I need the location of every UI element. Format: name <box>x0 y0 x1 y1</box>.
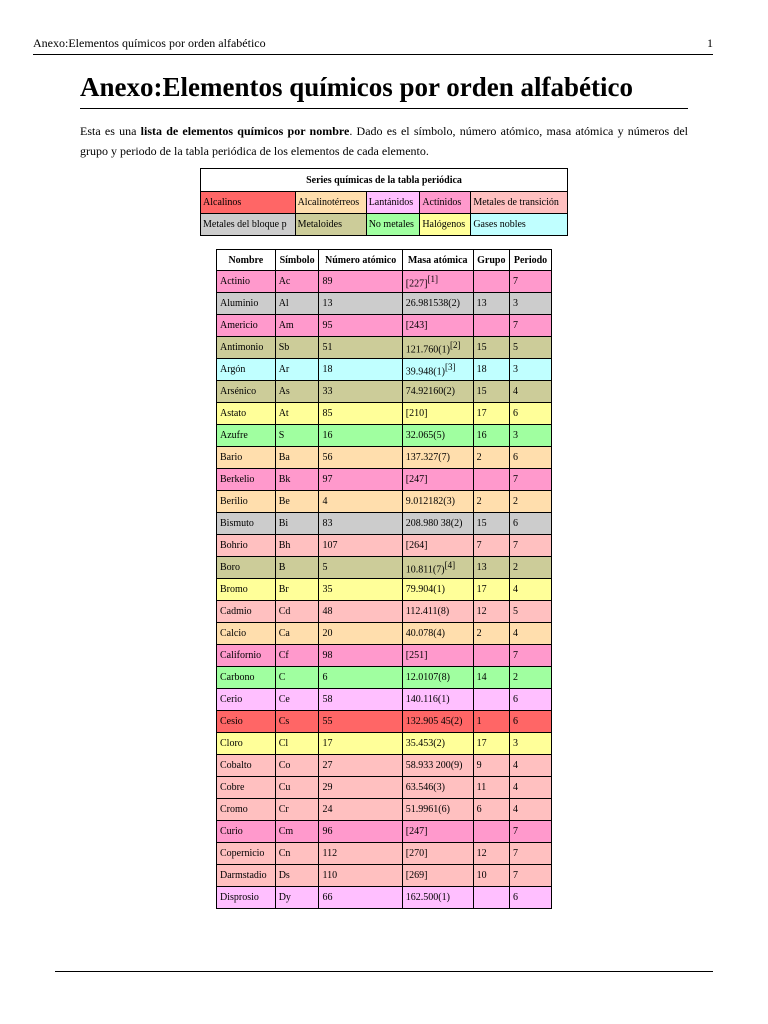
group-number: 2 <box>473 447 509 469</box>
legend-swatch: Metales de transición <box>471 192 568 214</box>
element-name: Cadmio <box>217 601 276 623</box>
atomic-mass <box>402 425 473 447</box>
element-name: Cesio <box>217 711 276 733</box>
atomic-number: 6 <box>319 667 402 689</box>
element-symbol: Be <box>275 491 319 513</box>
atomic-mass-value: 40.078(4) <box>405 628 445 639</box>
group-number <box>473 469 509 491</box>
group-number: 2 <box>473 623 509 645</box>
atomic-mass <box>402 337 473 359</box>
atomic-number: 98 <box>319 645 402 667</box>
element-symbol: At <box>275 403 319 425</box>
atomic-mass-value: [247] <box>405 826 428 837</box>
element-name: Disprosio <box>217 887 276 909</box>
element-name: Actinio <box>217 271 276 293</box>
element-name: Bromo <box>217 579 276 601</box>
atomic-mass <box>402 271 473 293</box>
element-name: Copernicio <box>217 843 276 865</box>
atomic-mass <box>402 447 473 469</box>
atomic-number: 66 <box>319 887 402 909</box>
element-symbol: Bk <box>275 469 319 491</box>
page-number: 1 <box>707 36 713 50</box>
column-header: Masa atómica <box>402 250 473 271</box>
group-number: 17 <box>473 733 509 755</box>
table-row <box>217 293 552 315</box>
period-number: 3 <box>510 733 552 755</box>
atomic-number: 58 <box>319 689 402 711</box>
element-name: Bohrio <box>217 535 276 557</box>
group-number: 9 <box>473 755 509 777</box>
element-symbol: Cf <box>275 645 319 667</box>
group-number <box>473 887 509 909</box>
period-number: 4 <box>510 777 552 799</box>
period-number: 4 <box>510 755 552 777</box>
atomic-number: 112 <box>319 843 402 865</box>
atomic-number: 85 <box>319 403 402 425</box>
element-name: Berkelio <box>217 469 276 491</box>
table-row <box>217 337 552 359</box>
element-name: Boro <box>217 557 276 579</box>
element-name: Argón <box>217 359 276 381</box>
element-name: Cerio <box>217 689 276 711</box>
atomic-number: 16 <box>319 425 402 447</box>
atomic-mass-value: 58.933 200(9) <box>405 760 463 771</box>
table-header-row <box>217 250 552 271</box>
atomic-mass-value: [247] <box>405 474 428 485</box>
legend-swatch: Halógenos <box>420 214 471 236</box>
group-number: 15 <box>473 513 509 535</box>
atomic-mass <box>402 579 473 601</box>
element-symbol: Cn <box>275 843 319 865</box>
atomic-mass <box>402 601 473 623</box>
period-number: 2 <box>510 491 552 513</box>
group-number: 11 <box>473 777 509 799</box>
column-header: Número atómico <box>319 250 402 271</box>
atomic-mass-value: 63.546(3) <box>405 782 445 793</box>
column-header: Nombre <box>217 250 276 271</box>
group-number: 17 <box>473 403 509 425</box>
footer-divider <box>55 971 713 972</box>
legend-row <box>201 192 568 214</box>
group-number: 7 <box>473 535 509 557</box>
atomic-mass-value: 132.905 45(2) <box>405 716 463 727</box>
group-number <box>473 689 509 711</box>
intro-text-1: Esta es una <box>80 124 141 138</box>
group-number <box>473 645 509 667</box>
atomic-mass <box>402 359 473 381</box>
period-number: 7 <box>510 865 552 887</box>
element-symbol: Ce <box>275 689 319 711</box>
legend-swatch: Gases nobles <box>471 214 568 236</box>
atomic-mass-value: [243] <box>405 320 428 331</box>
legend-swatch: Metaloides <box>295 214 366 236</box>
period-number: 4 <box>510 623 552 645</box>
period-number: 6 <box>510 887 552 909</box>
group-number: 13 <box>473 557 509 579</box>
table-row <box>217 755 552 777</box>
atomic-mass <box>402 403 473 425</box>
table-row <box>217 447 552 469</box>
element-name: Azufre <box>217 425 276 447</box>
atomic-mass <box>402 293 473 315</box>
atomic-mass-value: 9.012182(3) <box>405 496 455 507</box>
table-row <box>217 535 552 557</box>
group-number: 13 <box>473 293 509 315</box>
element-symbol: Cs <box>275 711 319 733</box>
period-number: 3 <box>510 359 552 381</box>
legend-swatch: No metales <box>366 214 420 236</box>
table-row <box>217 887 552 909</box>
element-name: Calcio <box>217 623 276 645</box>
period-number: 7 <box>510 271 552 293</box>
element-symbol: Al <box>275 293 319 315</box>
period-number: 2 <box>510 667 552 689</box>
atomic-mass-value: 112.411(8) <box>405 606 450 617</box>
atomic-mass-value: 39.948(1) <box>405 366 445 378</box>
legend-swatch: Alcalinotérreos <box>295 192 366 214</box>
table-row <box>217 315 552 337</box>
element-name: Americio <box>217 315 276 337</box>
element-name: Astato <box>217 403 276 425</box>
element-symbol: Bi <box>275 513 319 535</box>
atomic-mass <box>402 711 473 733</box>
group-number: 12 <box>473 843 509 865</box>
atomic-number: 56 <box>319 447 402 469</box>
atomic-number: 95 <box>319 315 402 337</box>
atomic-mass-value: 51.9961(6) <box>405 804 450 815</box>
period-number: 7 <box>510 645 552 667</box>
period-number: 2 <box>510 557 552 579</box>
element-name: Carbono <box>217 667 276 689</box>
atomic-number: 51 <box>319 337 402 359</box>
atomic-mass <box>402 799 473 821</box>
atomic-mass <box>402 491 473 513</box>
table-row <box>217 579 552 601</box>
table-row <box>217 513 552 535</box>
atomic-number: 13 <box>319 293 402 315</box>
reference-link[interactable]: [3] <box>444 361 456 372</box>
element-name: Curio <box>217 821 276 843</box>
element-name: Antimonio <box>217 337 276 359</box>
page-title: Anexo:Elementos químicos por orden alfabético <box>80 70 688 109</box>
atomic-mass <box>402 843 473 865</box>
element-name: Berilio <box>217 491 276 513</box>
atomic-number: 35 <box>319 579 402 601</box>
period-number: 7 <box>510 315 552 337</box>
atomic-mass <box>402 821 473 843</box>
atomic-mass-value: 12.0107(8) <box>405 672 450 683</box>
reference-link[interactable]: [4] <box>444 559 456 570</box>
atomic-number: 97 <box>319 469 402 491</box>
group-number: 2 <box>473 491 509 513</box>
atomic-mass-value: 162.500(1) <box>405 892 450 903</box>
atomic-mass-value: [251] <box>405 650 428 661</box>
period-number: 7 <box>510 843 552 865</box>
element-symbol: Ar <box>275 359 319 381</box>
atomic-number: 5 <box>319 557 402 579</box>
atomic-mass <box>402 667 473 689</box>
element-name: Cobre <box>217 777 276 799</box>
atomic-mass <box>402 887 473 909</box>
atomic-number: 48 <box>319 601 402 623</box>
table-row <box>217 491 552 513</box>
element-name: Bismuto <box>217 513 276 535</box>
atomic-mass <box>402 513 473 535</box>
reference-link[interactable]: [1] <box>427 273 438 284</box>
atomic-mass-value: 79.904(1) <box>405 584 445 595</box>
element-name: Californio <box>217 645 276 667</box>
group-number <box>473 271 509 293</box>
legend-swatch: Metales del bloque p <box>201 214 296 236</box>
intro-text-2: . Dado es el símbolo, número atómico, masa atómica y números del grupo y periodo de la tabla periódica de los elementos de cada elemento. <box>80 124 688 158</box>
table-row <box>217 733 552 755</box>
atomic-mass-value: 140.116(1) <box>405 694 450 705</box>
table-row <box>217 645 552 667</box>
element-symbol: S <box>275 425 319 447</box>
element-symbol: Br <box>275 579 319 601</box>
period-number: 4 <box>510 799 552 821</box>
atomic-mass-value: 208.980 38(2) <box>405 518 463 529</box>
group-number: 18 <box>473 359 509 381</box>
period-number: 7 <box>510 821 552 843</box>
legend-swatch: Lantánidos <box>366 192 420 214</box>
atomic-number: 83 <box>319 513 402 535</box>
intro-bold-text: lista de elementos químicos por nombre <box>140 124 350 138</box>
running-header <box>33 36 713 55</box>
elements-table <box>216 249 552 909</box>
table-row <box>217 381 552 403</box>
element-symbol: C <box>275 667 319 689</box>
atomic-mass-value: [269] <box>405 870 428 881</box>
atomic-mass <box>402 469 473 491</box>
element-symbol: Ac <box>275 271 319 293</box>
table-row <box>217 667 552 689</box>
element-name: Cloro <box>217 733 276 755</box>
table-row <box>217 403 552 425</box>
element-symbol: Sb <box>275 337 319 359</box>
atomic-number: 4 <box>319 491 402 513</box>
element-name: Bario <box>217 447 276 469</box>
atomic-number: 24 <box>319 799 402 821</box>
element-symbol: Am <box>275 315 319 337</box>
legend-swatch: Actínidos <box>420 192 471 214</box>
table-row <box>217 359 552 381</box>
table-row <box>217 469 552 491</box>
atomic-number: 89 <box>319 271 402 293</box>
group-number: 17 <box>473 579 509 601</box>
atomic-mass-value: [264] <box>405 540 428 551</box>
series-legend-table <box>200 168 568 236</box>
period-number: 5 <box>510 601 552 623</box>
element-symbol: Cr <box>275 799 319 821</box>
group-number: 1 <box>473 711 509 733</box>
atomic-mass-value: 121.760(1) <box>405 344 450 356</box>
element-symbol: Ds <box>275 865 319 887</box>
elements-table-body <box>217 271 552 909</box>
period-number: 4 <box>510 579 552 601</box>
element-symbol: Ca <box>275 623 319 645</box>
period-number: 7 <box>510 469 552 491</box>
atomic-number: 20 <box>319 623 402 645</box>
element-symbol: Bh <box>275 535 319 557</box>
group-number <box>473 821 509 843</box>
group-number: 15 <box>473 337 509 359</box>
period-number: 7 <box>510 535 552 557</box>
table-row <box>217 777 552 799</box>
running-title: Anexo:Elementos químicos por orden alfabético <box>33 36 266 50</box>
period-number: 6 <box>510 711 552 733</box>
table-row <box>217 601 552 623</box>
atomic-number: 107 <box>319 535 402 557</box>
atomic-number: 33 <box>319 381 402 403</box>
element-symbol: Cd <box>275 601 319 623</box>
table-row <box>217 557 552 579</box>
atomic-mass-value: [210] <box>405 408 428 419</box>
table-row <box>217 843 552 865</box>
period-number: 3 <box>510 425 552 447</box>
group-number: 15 <box>473 381 509 403</box>
group-number: 12 <box>473 601 509 623</box>
atomic-mass <box>402 535 473 557</box>
group-number: 14 <box>473 667 509 689</box>
group-number <box>473 315 509 337</box>
element-name: Aluminio <box>217 293 276 315</box>
element-symbol: As <box>275 381 319 403</box>
table-row <box>217 865 552 887</box>
element-symbol: Dy <box>275 887 319 909</box>
group-number: 6 <box>473 799 509 821</box>
atomic-number: 110 <box>319 865 402 887</box>
atomic-mass <box>402 623 473 645</box>
element-symbol: Cm <box>275 821 319 843</box>
period-number: 3 <box>510 293 552 315</box>
atomic-mass-value: [227] <box>405 278 428 290</box>
column-header: Grupo <box>473 250 509 271</box>
atomic-mass <box>402 645 473 667</box>
legend-row <box>201 214 568 236</box>
table-row <box>217 711 552 733</box>
atomic-mass <box>402 733 473 755</box>
period-number: 4 <box>510 381 552 403</box>
group-number: 16 <box>473 425 509 447</box>
period-number: 6 <box>510 513 552 535</box>
table-row <box>217 425 552 447</box>
table-row <box>217 821 552 843</box>
period-number: 6 <box>510 447 552 469</box>
atomic-mass-value: [270] <box>405 848 428 859</box>
element-symbol: Ba <box>275 447 319 469</box>
period-number: 6 <box>510 403 552 425</box>
atomic-mass <box>402 777 473 799</box>
atomic-mass-value: 74.92160(2) <box>405 386 455 397</box>
atomic-mass-value: 32.065(5) <box>405 430 445 441</box>
atomic-mass <box>402 689 473 711</box>
element-symbol: Cl <box>275 733 319 755</box>
atomic-number: 29 <box>319 777 402 799</box>
table-row <box>217 623 552 645</box>
table-row <box>217 799 552 821</box>
table-row <box>217 689 552 711</box>
column-header: Símbolo <box>275 250 319 271</box>
element-name: Arsénico <box>217 381 276 403</box>
element-name: Cobalto <box>217 755 276 777</box>
period-number: 5 <box>510 337 552 359</box>
intro-paragraph <box>80 121 688 161</box>
legend-swatch: Alcalinos <box>201 192 296 214</box>
legend-caption: Series químicas de la tabla periódica <box>201 169 568 192</box>
atomic-mass-value: 10.811(7) <box>405 564 445 576</box>
element-symbol: Co <box>275 755 319 777</box>
group-number: 10 <box>473 865 509 887</box>
atomic-mass <box>402 381 473 403</box>
atomic-mass-value: 137.327(7) <box>405 452 450 463</box>
atomic-mass-value: 35.453(2) <box>405 738 445 749</box>
period-number: 6 <box>510 689 552 711</box>
table-row <box>217 271 552 293</box>
atomic-number: 27 <box>319 755 402 777</box>
element-name: Cromo <box>217 799 276 821</box>
atomic-mass-value: 26.981538(2) <box>405 298 460 309</box>
atomic-number: 17 <box>319 733 402 755</box>
element-symbol: B <box>275 557 319 579</box>
atomic-mass <box>402 755 473 777</box>
element-symbol: Cu <box>275 777 319 799</box>
atomic-mass <box>402 865 473 887</box>
atomic-number: 55 <box>319 711 402 733</box>
atomic-mass <box>402 557 473 579</box>
atomic-mass <box>402 315 473 337</box>
atomic-number: 18 <box>319 359 402 381</box>
atomic-number: 96 <box>319 821 402 843</box>
column-header: Periodo <box>510 250 552 271</box>
reference-link[interactable]: [2] <box>449 339 461 350</box>
element-name: Darmstadio <box>217 865 276 887</box>
